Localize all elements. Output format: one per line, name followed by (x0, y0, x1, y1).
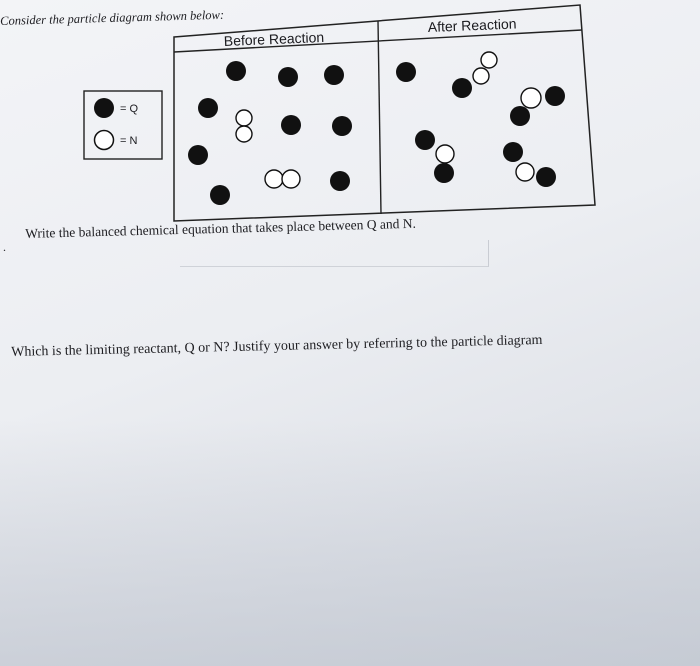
n2-molecule-atom (282, 170, 300, 188)
q-particle (198, 98, 218, 118)
product-n-atom (521, 88, 541, 108)
product-n-atom (481, 52, 497, 68)
after-particles (396, 52, 565, 187)
product-q-atom (452, 78, 472, 98)
intro-text: Consider the particle diagram shown below: (0, 7, 225, 28)
n2-molecule-atom (236, 126, 252, 142)
product-q-atom (545, 86, 565, 106)
before-header: Before Reaction (223, 28, 325, 49)
q-particle (226, 61, 246, 81)
product-n-atom (436, 145, 454, 163)
q-particle (281, 115, 301, 135)
question-number: . (3, 240, 6, 254)
q-particle (278, 67, 298, 87)
q-particle (324, 65, 344, 85)
before-particles (188, 61, 352, 205)
product-q-atom (536, 167, 556, 187)
key-n-symbol (95, 131, 114, 150)
question-2-text: Which is the limiting reactant, Q or N? Justify your answer by referring to the particle diagram (11, 332, 543, 360)
key-n-label: = N (120, 135, 138, 147)
particle-key (84, 91, 162, 159)
key-q-symbol (94, 98, 114, 118)
q-particle (188, 145, 208, 165)
q-particle (332, 116, 352, 136)
product-q-atom (503, 142, 523, 162)
product-q-atom (415, 130, 435, 150)
q-particle (396, 62, 416, 82)
n2-molecule-atom (265, 170, 283, 188)
q-particle (210, 185, 230, 205)
after-header: After Reaction (427, 15, 517, 35)
product-q-atom (510, 106, 530, 126)
column-divider (378, 21, 381, 214)
product-q-atom (434, 163, 454, 183)
product-n-atom (516, 163, 534, 181)
product-n-atom (473, 68, 489, 84)
q-particle (330, 171, 350, 191)
question-1-text: Write the balanced chemical equation that takes place between Q and N. (25, 215, 417, 241)
n2-molecule-atom (236, 110, 252, 126)
key-box (84, 91, 162, 159)
key-q-label: = Q (120, 103, 139, 115)
